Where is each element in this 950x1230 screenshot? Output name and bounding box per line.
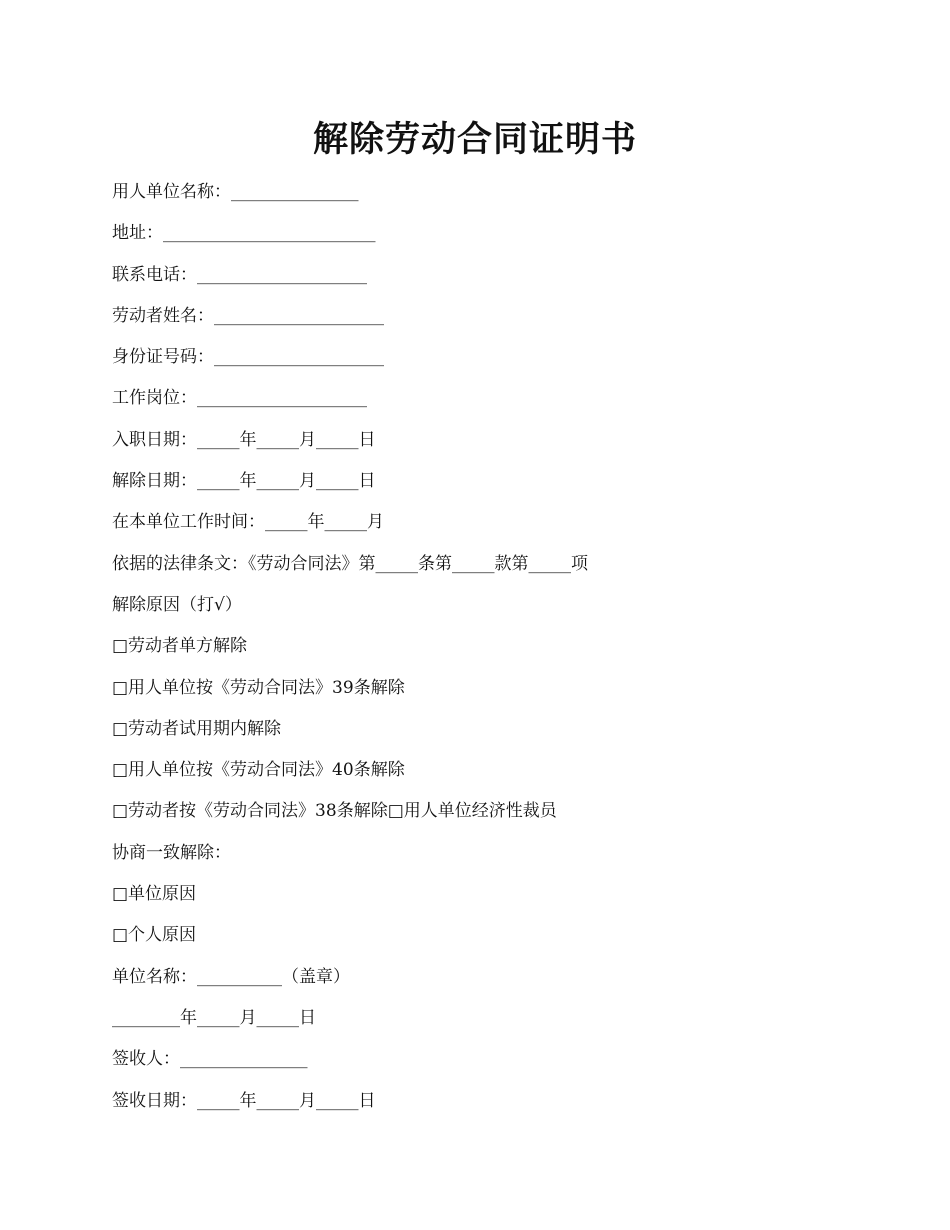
reason-option-article-38-and-layoff: □劳动者按《劳动合同法》38条解除□用人单位经济性裁员 [112, 801, 557, 822]
reason-option-article-39: □用人单位按《劳动合同法》39条解除 [112, 677, 405, 698]
hire-date-line: 入职日期：_____年_____月_____日 [112, 429, 376, 450]
receipt-date-line: 签收日期：_____年_____月_____日 [112, 1090, 376, 1111]
issue-date-line: ________年_____月_____日 [112, 1007, 316, 1028]
id-number-line: 身份证号码：____________________ [112, 347, 384, 368]
mutual-option-employer-reason: □单位原因 [112, 884, 197, 905]
recipient-line: 签收人：_______________ [112, 1049, 308, 1070]
employer-name-line: 用人单位名称：_______________ [112, 182, 359, 202]
phone-line: 联系电话：____________________ [112, 264, 367, 285]
employer-seal-line: 单位名称：__________（盖章） [112, 966, 350, 987]
reason-option-article-40: □用人单位按《劳动合同法》40条解除 [112, 760, 405, 781]
mutual-option-personal-reason: □个人原因 [112, 925, 197, 946]
mutual-agreement-heading: 协商一致解除： [112, 842, 231, 863]
termination-date-line: 解除日期：_____年_____月_____日 [112, 471, 376, 492]
job-position-line: 工作岗位：____________________ [112, 388, 367, 409]
document-title: 解除劳动合同证明书 [312, 119, 637, 160]
employee-name-line: 劳动者姓名：____________________ [112, 305, 384, 326]
legal-basis-line: 依据的法律条文：《劳动合同法》第_____条第_____款第_____项 [112, 553, 588, 574]
reason-option-employee-unilateral: □劳动者单方解除 [112, 636, 248, 657]
address-line: 地址：_________________________ [112, 223, 376, 244]
service-duration-line: 在本单位工作时间：_____年_____月 [112, 512, 384, 533]
reason-option-probation: □劳动者试用期内解除 [112, 718, 282, 739]
document-body [112, 178, 872, 1128]
termination-reason-heading: 解除原因（打√） [112, 594, 242, 615]
